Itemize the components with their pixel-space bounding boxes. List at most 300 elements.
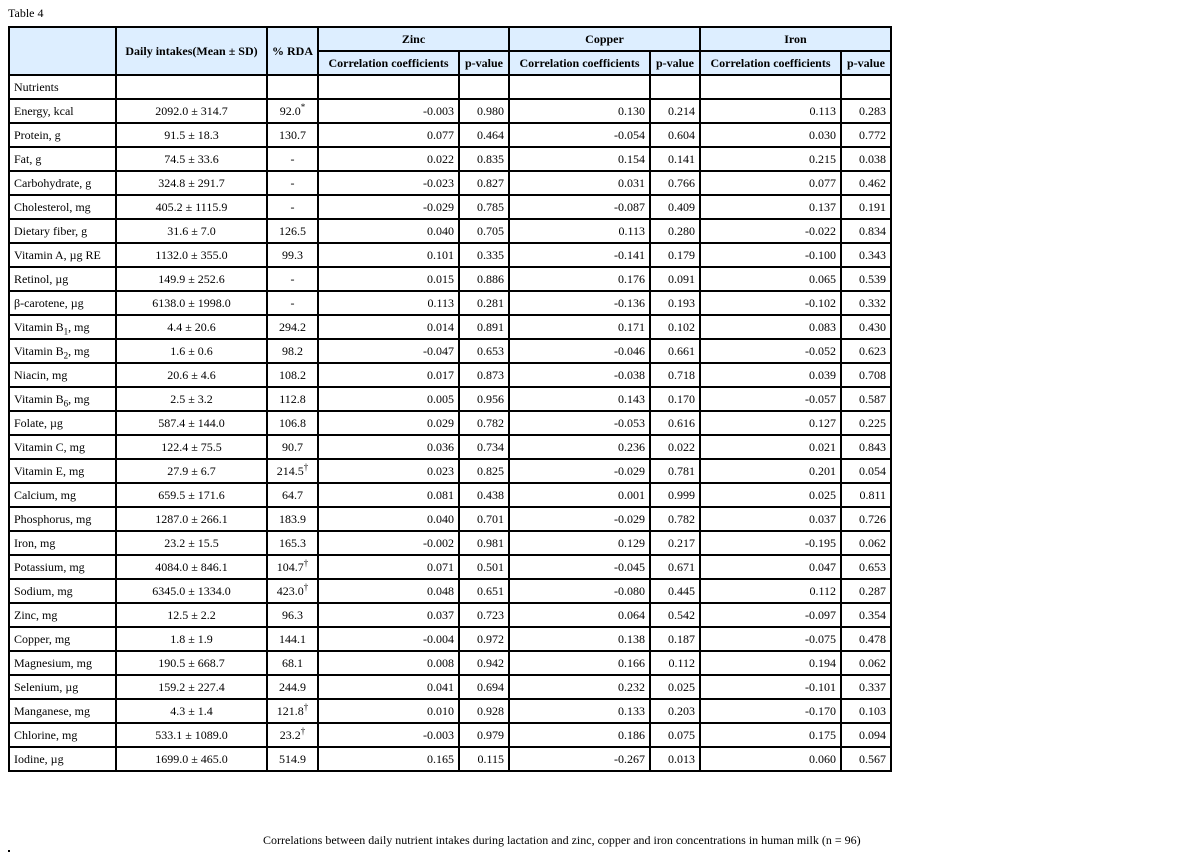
daily-intake-value: 190.5 ± 668.7 <box>116 651 267 675</box>
iron-corr: 0.113 <box>700 99 841 123</box>
copper-pvalue: 0.141 <box>650 147 700 171</box>
footnote-mark: * <box>300 102 306 112</box>
zinc-corr: 0.022 <box>318 147 459 171</box>
copper-pvalue: 0.766 <box>650 171 700 195</box>
table-row <box>9 387 891 411</box>
copper-corr: 0.166 <box>509 651 650 675</box>
zinc-corr: 0.165 <box>318 747 459 771</box>
iron-pvalue: 0.843 <box>841 435 891 459</box>
zinc-corr: 0.101 <box>318 243 459 267</box>
table-row <box>9 171 891 195</box>
nutrient-name: Iodine, µg <box>9 747 116 771</box>
table-row <box>9 99 891 123</box>
daily-intake-value: 1699.0 ± 465.0 <box>116 747 267 771</box>
copper-pvalue: 0.542 <box>650 603 700 627</box>
copper-pvalue: 0.214 <box>650 99 700 123</box>
iron-pvalue: 0.062 <box>841 651 891 675</box>
rda-value: 244.9 <box>267 675 318 699</box>
iron-pvalue: 0.054 <box>841 459 891 483</box>
nutrient-name: Iron, mg <box>9 531 116 555</box>
rda-value: 112.8 <box>267 387 318 411</box>
daily-intake-value: 1132.0 ± 355.0 <box>116 243 267 267</box>
iron-corr: -0.057 <box>700 387 841 411</box>
nutrient-name: Sodium, mg <box>9 579 116 603</box>
copper-corr: -0.087 <box>509 195 650 219</box>
zinc-corr: 0.005 <box>318 387 459 411</box>
iron-corr: 0.201 <box>700 459 841 483</box>
zinc-corr: 0.036 <box>318 435 459 459</box>
iron-pvalue: 0.103 <box>841 699 891 723</box>
nutrients-label: Nutrients <box>9 75 116 99</box>
table-row <box>9 411 891 435</box>
rda-value: 108.2 <box>267 363 318 387</box>
iron-corr: 0.083 <box>700 315 841 339</box>
zinc-pvalue: 0.464 <box>459 123 509 147</box>
iron-pvalue: 0.430 <box>841 315 891 339</box>
rda-value: 23.2† <box>267 723 318 747</box>
copper-pvalue: 0.718 <box>650 363 700 387</box>
iron-corr: 0.175 <box>700 723 841 747</box>
daily-intakes-header: Daily intakes(Mean ± SD) <box>116 27 267 75</box>
iron-pvalue: 0.811 <box>841 483 891 507</box>
copper-pvalue: 0.193 <box>650 291 700 315</box>
nutrient-name: Potassium, mg <box>9 555 116 579</box>
zinc-corr: 0.014 <box>318 315 459 339</box>
copper-corr: -0.054 <box>509 123 650 147</box>
table-row <box>9 723 891 747</box>
daily-intake-value: 122.4 ± 75.5 <box>116 435 267 459</box>
nutrient-name: Cholesterol, mg <box>9 195 116 219</box>
rda-value: 514.9 <box>267 747 318 771</box>
footnote-mark: † <box>303 702 309 712</box>
zinc-pvalue-header: p-value <box>459 51 509 75</box>
rda-value: 214.5† <box>267 459 318 483</box>
table-row <box>9 315 891 339</box>
iron-corr: -0.100 <box>700 243 841 267</box>
daily-intake-value: 4.3 ± 1.4 <box>116 699 267 723</box>
copper-corr: -0.053 <box>509 411 650 435</box>
daily-intake-value: 1.8 ± 1.9 <box>116 627 267 651</box>
nutrient-name: Copper, mg <box>9 627 116 651</box>
rda-value: 106.8 <box>267 411 318 435</box>
table-row <box>9 555 891 579</box>
daily-intake-value: 324.8 ± 291.7 <box>116 171 267 195</box>
copper-pvalue: 0.409 <box>650 195 700 219</box>
rda-value: 130.7 <box>267 123 318 147</box>
iron-pvalue: 0.653 <box>841 555 891 579</box>
daily-intake-value: 533.1 ± 1089.0 <box>116 723 267 747</box>
zinc-header: Zinc <box>318 27 509 51</box>
nutrient-name: Manganese, mg <box>9 699 116 723</box>
iron-pvalue: 0.332 <box>841 291 891 315</box>
copper-corr: 0.186 <box>509 723 650 747</box>
copper-corr: 0.031 <box>509 171 650 195</box>
zinc-pvalue: 0.928 <box>459 699 509 723</box>
iron-pvalue-header: p-value <box>841 51 891 75</box>
zinc-pvalue: 0.723 <box>459 603 509 627</box>
copper-pvalue: 0.022 <box>650 435 700 459</box>
zinc-pvalue: 0.694 <box>459 675 509 699</box>
nutrient-name: Dietary fiber, g <box>9 219 116 243</box>
iron-corr: 0.077 <box>700 171 841 195</box>
zinc-pvalue: 0.782 <box>459 411 509 435</box>
nutrient-name: Zinc, mg <box>9 603 116 627</box>
zinc-corr: -0.003 <box>318 99 459 123</box>
rda-value: 99.3 <box>267 243 318 267</box>
copper-corr: -0.029 <box>509 459 650 483</box>
iron-pvalue: 0.478 <box>841 627 891 651</box>
iron-corr: 0.025 <box>700 483 841 507</box>
zinc-pvalue: 0.981 <box>459 531 509 555</box>
table-row <box>9 219 891 243</box>
zinc-pvalue: 0.827 <box>459 171 509 195</box>
iron-corr: -0.097 <box>700 603 841 627</box>
table-row <box>9 579 891 603</box>
copper-corr: 0.154 <box>509 147 650 171</box>
nutrient-name: Energy, kcal <box>9 99 116 123</box>
iron-pvalue: 0.567 <box>841 747 891 771</box>
daily-intake-value: 2.5 ± 3.2 <box>116 387 267 411</box>
iron-corr: -0.170 <box>700 699 841 723</box>
rda-value: - <box>267 291 318 315</box>
zinc-pvalue: 0.891 <box>459 315 509 339</box>
daily-intake-value: 20.6 ± 4.6 <box>116 363 267 387</box>
zinc-corr: 0.040 <box>318 219 459 243</box>
footnote-mark: † <box>300 726 306 736</box>
iron-pvalue: 0.038 <box>841 147 891 171</box>
iron-corr: -0.102 <box>700 291 841 315</box>
footnote-mark: † <box>303 582 309 592</box>
copper-corr: 0.232 <box>509 675 650 699</box>
copper-pvalue: 0.102 <box>650 315 700 339</box>
table-row <box>9 627 891 651</box>
zinc-corr-header: Correlation coefficients <box>318 51 459 75</box>
zinc-pvalue: 0.785 <box>459 195 509 219</box>
daily-intake-value: 6138.0 ± 1998.0 <box>116 291 267 315</box>
iron-pvalue: 0.062 <box>841 531 891 555</box>
zinc-corr: 0.041 <box>318 675 459 699</box>
table-row <box>9 291 891 315</box>
daily-intake-value: 149.9 ± 252.6 <box>116 267 267 291</box>
daily-intake-value: 159.2 ± 227.4 <box>116 675 267 699</box>
iron-corr: -0.101 <box>700 675 841 699</box>
table-row <box>9 507 891 531</box>
copper-pvalue: 0.782 <box>650 507 700 531</box>
copper-corr: 0.129 <box>509 531 650 555</box>
zinc-pvalue: 0.825 <box>459 459 509 483</box>
table-row <box>9 195 891 219</box>
rda-value: - <box>267 195 318 219</box>
table-row <box>9 603 891 627</box>
table-row <box>9 123 891 147</box>
copper-pvalue: 0.999 <box>650 483 700 507</box>
zinc-pvalue: 0.501 <box>459 555 509 579</box>
iron-pvalue: 0.283 <box>841 99 891 123</box>
iron-pvalue: 0.337 <box>841 675 891 699</box>
iron-pvalue: 0.708 <box>841 363 891 387</box>
daily-intake-value: 12.5 ± 2.2 <box>116 603 267 627</box>
rda-value: 68.1 <box>267 651 318 675</box>
zinc-corr: -0.004 <box>318 627 459 651</box>
daily-intake-value: 74.5 ± 33.6 <box>116 147 267 171</box>
copper-pvalue: 0.445 <box>650 579 700 603</box>
zinc-corr: 0.023 <box>318 459 459 483</box>
iron-pvalue: 0.834 <box>841 219 891 243</box>
zinc-corr: 0.015 <box>318 267 459 291</box>
table-label: Table 4 <box>8 6 44 20</box>
iron-corr: 0.030 <box>700 123 841 147</box>
zinc-corr: 0.029 <box>318 411 459 435</box>
rda-value: 423.0† <box>267 579 318 603</box>
nutrient-name: Vitamin E, mg <box>9 459 116 483</box>
table-row <box>9 147 891 171</box>
table-row <box>9 651 891 675</box>
nutrient-name: Vitamin A, µg RE <box>9 243 116 267</box>
table-row <box>9 243 891 267</box>
table-row <box>9 699 891 723</box>
nutrient-name: Chlorine, mg <box>9 723 116 747</box>
daily-intake-value: 4084.0 ± 846.1 <box>116 555 267 579</box>
nutrient-name: β-carotene, µg <box>9 291 116 315</box>
zinc-corr: 0.040 <box>318 507 459 531</box>
rda-value: 121.8† <box>267 699 318 723</box>
iron-corr: -0.052 <box>700 339 841 363</box>
zinc-corr: 0.048 <box>318 579 459 603</box>
zinc-pvalue: 0.734 <box>459 435 509 459</box>
zinc-pvalue: 0.972 <box>459 627 509 651</box>
zinc-pvalue: 0.653 <box>459 339 509 363</box>
nutrient-name: Carbohydrate, g <box>9 171 116 195</box>
table-row <box>9 435 891 459</box>
iron-corr: 0.060 <box>700 747 841 771</box>
iron-pvalue: 0.726 <box>841 507 891 531</box>
copper-pvalue: 0.112 <box>650 651 700 675</box>
zinc-corr: -0.029 <box>318 195 459 219</box>
iron-corr: 0.112 <box>700 579 841 603</box>
copper-pvalue: 0.671 <box>650 555 700 579</box>
rda-value: 165.3 <box>267 531 318 555</box>
zinc-corr: -0.023 <box>318 171 459 195</box>
daily-intake-value: 27.9 ± 6.7 <box>116 459 267 483</box>
copper-corr: 0.176 <box>509 267 650 291</box>
rda-value: 96.3 <box>267 603 318 627</box>
iron-pvalue: 0.225 <box>841 411 891 435</box>
rda-value: 90.7 <box>267 435 318 459</box>
table-row <box>9 531 891 555</box>
rda-value: - <box>267 267 318 291</box>
copper-corr-header: Correlation coefficients <box>509 51 650 75</box>
zinc-corr: 0.010 <box>318 699 459 723</box>
daily-intake-value: 6345.0 ± 1334.0 <box>116 579 267 603</box>
nutrient-correlation-table <box>8 26 892 772</box>
nutrient-name: Vitamin C, mg <box>9 435 116 459</box>
copper-corr: -0.046 <box>509 339 650 363</box>
copper-corr: 0.133 <box>509 699 650 723</box>
zinc-pvalue: 0.886 <box>459 267 509 291</box>
nutrients-section-row <box>9 75 891 99</box>
zinc-pvalue: 0.701 <box>459 507 509 531</box>
daily-intake-value: 587.4 ± 144.0 <box>116 411 267 435</box>
copper-pvalue: 0.616 <box>650 411 700 435</box>
copper-corr: 0.171 <box>509 315 650 339</box>
rda-value: - <box>267 171 318 195</box>
copper-corr: -0.080 <box>509 579 650 603</box>
iron-corr: 0.215 <box>700 147 841 171</box>
table-caption: Correlations between daily nutrient intakes during lactation and zinc, copper and iron concentrations in human milk (n = 96) <box>263 833 861 847</box>
copper-corr: 0.143 <box>509 387 650 411</box>
nutrient-name: Vitamin $B_1$, mg <box>9 315 116 339</box>
nutrient-name: Retinol, µg <box>9 267 116 291</box>
copper-corr: 0.001 <box>509 483 650 507</box>
copper-corr: 0.138 <box>509 627 650 651</box>
rda-value: 294.2 <box>267 315 318 339</box>
copper-pvalue: 0.280 <box>650 219 700 243</box>
copper-pvalue: 0.091 <box>650 267 700 291</box>
daily-intake-value: 1.6 ± 0.6 <box>116 339 267 363</box>
iron-pvalue: 0.094 <box>841 723 891 747</box>
copper-pvalue-header: p-value <box>650 51 700 75</box>
nutrient-name: Fat, g <box>9 147 116 171</box>
rda-value: 126.5 <box>267 219 318 243</box>
rda-value: 98.2 <box>267 339 318 363</box>
zinc-pvalue: 0.438 <box>459 483 509 507</box>
table-row <box>9 339 891 363</box>
daily-intake-value: 4.4 ± 20.6 <box>116 315 267 339</box>
copper-header: Copper <box>509 27 700 51</box>
zinc-pvalue: 0.115 <box>459 747 509 771</box>
daily-intake-value: 23.2 ± 15.5 <box>116 531 267 555</box>
zinc-corr: 0.071 <box>318 555 459 579</box>
daily-intake-value: 91.5 ± 18.3 <box>116 123 267 147</box>
footnote-mark: † <box>303 462 309 472</box>
zinc-corr: 0.077 <box>318 123 459 147</box>
iron-corr-header: Correlation coefficients <box>700 51 841 75</box>
nutrient-name: Protein, g <box>9 123 116 147</box>
nutrient-name: Selenium, µg <box>9 675 116 699</box>
copper-pvalue: 0.013 <box>650 747 700 771</box>
iron-corr: 0.194 <box>700 651 841 675</box>
zinc-pvalue: 0.281 <box>459 291 509 315</box>
nutrient-name: Phosphorus, mg <box>9 507 116 531</box>
copper-pvalue: 0.203 <box>650 699 700 723</box>
nutrient-name: Vitamin $B_2$, mg <box>9 339 116 363</box>
iron-pvalue: 0.587 <box>841 387 891 411</box>
zinc-corr: 0.017 <box>318 363 459 387</box>
rda-value: 104.7† <box>267 555 318 579</box>
zinc-corr: -0.003 <box>318 723 459 747</box>
iron-corr: -0.195 <box>700 531 841 555</box>
iron-corr: 0.021 <box>700 435 841 459</box>
rda-value: 92.0* <box>267 99 318 123</box>
copper-corr: 0.130 <box>509 99 650 123</box>
iron-pvalue: 0.191 <box>841 195 891 219</box>
copper-pvalue: 0.781 <box>650 459 700 483</box>
iron-corr: 0.047 <box>700 555 841 579</box>
zinc-pvalue: 0.651 <box>459 579 509 603</box>
copper-pvalue: 0.217 <box>650 531 700 555</box>
copper-corr: 0.064 <box>509 603 650 627</box>
copper-corr: -0.141 <box>509 243 650 267</box>
zinc-corr: 0.113 <box>318 291 459 315</box>
zinc-pvalue: 0.956 <box>459 387 509 411</box>
iron-pvalue: 0.354 <box>841 603 891 627</box>
rda-value: 64.7 <box>267 483 318 507</box>
copper-corr: -0.136 <box>509 291 650 315</box>
iron-pvalue: 0.287 <box>841 579 891 603</box>
iron-pvalue: 0.772 <box>841 123 891 147</box>
zinc-corr: 0.008 <box>318 651 459 675</box>
iron-pvalue: 0.343 <box>841 243 891 267</box>
zinc-pvalue: 0.979 <box>459 723 509 747</box>
zinc-pvalue: 0.980 <box>459 99 509 123</box>
zinc-corr: 0.037 <box>318 603 459 627</box>
rda-value: 183.9 <box>267 507 318 531</box>
table-row <box>9 363 891 387</box>
nutrient-name: Calcium, mg <box>9 483 116 507</box>
nutrient-name: Niacin, mg <box>9 363 116 387</box>
table-row <box>9 747 891 771</box>
iron-corr: 0.127 <box>700 411 841 435</box>
iron-corr: 0.065 <box>700 267 841 291</box>
table-row <box>9 483 891 507</box>
zinc-corr: 0.081 <box>318 483 459 507</box>
copper-corr: -0.038 <box>509 363 650 387</box>
footnote-mark: † <box>303 558 309 568</box>
iron-pvalue: 0.539 <box>841 267 891 291</box>
copper-pvalue: 0.187 <box>650 627 700 651</box>
copper-pvalue: 0.604 <box>650 123 700 147</box>
copper-corr: 0.113 <box>509 219 650 243</box>
zinc-corr: -0.047 <box>318 339 459 363</box>
rda-value: - <box>267 147 318 171</box>
daily-intake-value: 405.2 ± 1115.9 <box>116 195 267 219</box>
copper-pvalue: 0.179 <box>650 243 700 267</box>
rda-header: % RDA <box>267 27 318 75</box>
blank-header-cell <box>9 27 116 75</box>
zinc-pvalue: 0.835 <box>459 147 509 171</box>
nutrient-name: Folate, µg <box>9 411 116 435</box>
iron-header: Iron <box>700 27 891 51</box>
iron-corr: -0.022 <box>700 219 841 243</box>
iron-pvalue: 0.462 <box>841 171 891 195</box>
iron-pvalue: 0.623 <box>841 339 891 363</box>
table-row <box>9 267 891 291</box>
copper-corr: -0.029 <box>509 507 650 531</box>
nutrient-name: Vitamin $B_6$, mg <box>9 387 116 411</box>
iron-corr: 0.039 <box>700 363 841 387</box>
daily-intake-value: 1287.0 ± 266.1 <box>116 507 267 531</box>
daily-intake-value: 659.5 ± 171.6 <box>116 483 267 507</box>
copper-pvalue: 0.025 <box>650 675 700 699</box>
rda-value: 144.1 <box>267 627 318 651</box>
copper-pvalue: 0.075 <box>650 723 700 747</box>
iron-corr: -0.075 <box>700 627 841 651</box>
page-dot <box>8 850 10 852</box>
copper-pvalue: 0.661 <box>650 339 700 363</box>
copper-corr: 0.236 <box>509 435 650 459</box>
daily-intake-value: 31.6 ± 7.0 <box>116 219 267 243</box>
zinc-pvalue: 0.873 <box>459 363 509 387</box>
copper-corr: -0.267 <box>509 747 650 771</box>
zinc-pvalue: 0.705 <box>459 219 509 243</box>
nutrient-name: Magnesium, mg <box>9 651 116 675</box>
zinc-pvalue: 0.335 <box>459 243 509 267</box>
zinc-pvalue: 0.942 <box>459 651 509 675</box>
table-row <box>9 675 891 699</box>
copper-pvalue: 0.170 <box>650 387 700 411</box>
iron-corr: 0.037 <box>700 507 841 531</box>
table-row <box>9 459 891 483</box>
